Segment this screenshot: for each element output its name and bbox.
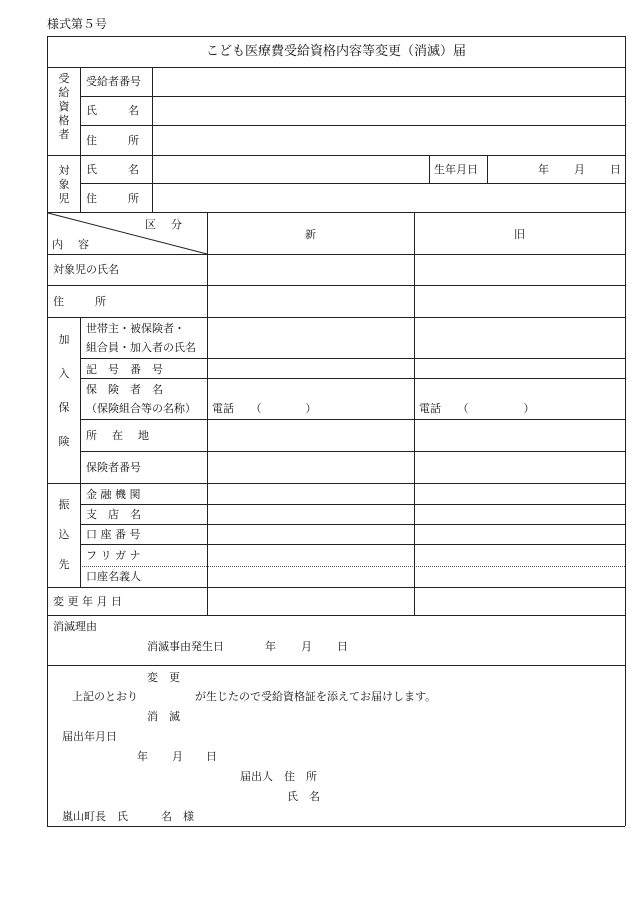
- child-birth-month: 月: [574, 163, 585, 176]
- submit-date-year: 年: [137, 750, 148, 763]
- header-content: 内 容: [52, 238, 91, 251]
- addressee: 嵐山町長 氏 名 様: [62, 810, 194, 823]
- extinction-month: 月: [301, 640, 312, 653]
- insurance-phone-old: 電話 （ ）: [419, 402, 535, 415]
- insurance-location: 所 在 地: [86, 429, 151, 442]
- submitter-address-label: 届出人 住 所: [240, 770, 317, 783]
- insurance-insurer-name-1: 保 険 者 名: [86, 383, 163, 396]
- page-title: こども医療費受給資格内容等変更（消滅）届: [205, 44, 466, 59]
- row-address: 住 所: [53, 295, 109, 308]
- insurance-symbol-number: 記 号 番 号: [86, 363, 163, 376]
- insurance-phone-new: 電話 （ ）: [212, 402, 317, 415]
- header-category: 区 分: [145, 218, 184, 231]
- insurance-insurer-name-2: （保険組合等の名称）: [86, 402, 196, 415]
- insurance-section-label: 加 入 保 険: [58, 333, 70, 448]
- form-number: 様式第５号: [47, 17, 108, 31]
- change-date-label: 変 更 年 月 日: [53, 595, 122, 608]
- child-address-label: 住 所: [86, 192, 142, 205]
- row-child-name: 対象児の氏名: [53, 263, 119, 276]
- transfer-furigana: フ リ ガ ナ: [86, 549, 141, 562]
- child-name-label: 氏 名: [86, 163, 142, 176]
- submitter-name-label: 氏 名: [287, 790, 320, 803]
- declaration-option-change: 変 更: [147, 671, 180, 684]
- submit-date-month: 月: [172, 750, 183, 763]
- extinction-year: 年: [265, 640, 276, 653]
- header-new: 新: [305, 228, 316, 241]
- recipient-name-label: 氏 名: [86, 104, 142, 117]
- transfer-bank: 金 融 機 関: [86, 488, 141, 501]
- insurance-holder-name-2: 組合員・加入者の氏名: [86, 341, 196, 354]
- recipient-address-label: 住 所: [86, 134, 142, 147]
- extinction-reason-label: 消滅理由: [53, 620, 97, 633]
- child-section-label: 対 象 児: [58, 164, 70, 205]
- transfer-account-holder: 口座名義人: [86, 570, 141, 583]
- recipient-number-label: 受給者番号: [86, 75, 141, 88]
- declaration-text-suffix: が生じたので受給資格証を添えてお届けします。: [195, 690, 437, 703]
- insurance-holder-name-1: 世帯主・被保険者・: [86, 322, 185, 335]
- extinction-day: 日: [337, 640, 348, 653]
- child-birth-label: 生年月日: [434, 163, 478, 176]
- declaration-text-prefix: 上記のとおり: [72, 690, 138, 703]
- transfer-section-label: 振 込 先: [58, 498, 70, 571]
- transfer-account-number: 口 座 番 号: [86, 528, 141, 541]
- extinction-occurrence-label: 消滅事由発生日: [147, 640, 224, 653]
- recipient-section-label: 受 給 資 格 者: [58, 72, 70, 141]
- submit-date-day: 日: [206, 750, 217, 763]
- header-old: 旧: [514, 228, 525, 241]
- declaration-option-extinction: 消 滅: [147, 710, 180, 723]
- child-birth-day: 日: [610, 163, 621, 176]
- child-birth-year: 年: [538, 163, 549, 176]
- insurance-insurer-number: 保険者番号: [86, 461, 141, 474]
- transfer-branch: 支 店 名: [86, 508, 141, 521]
- submit-date-label: 届出年月日: [62, 730, 117, 743]
